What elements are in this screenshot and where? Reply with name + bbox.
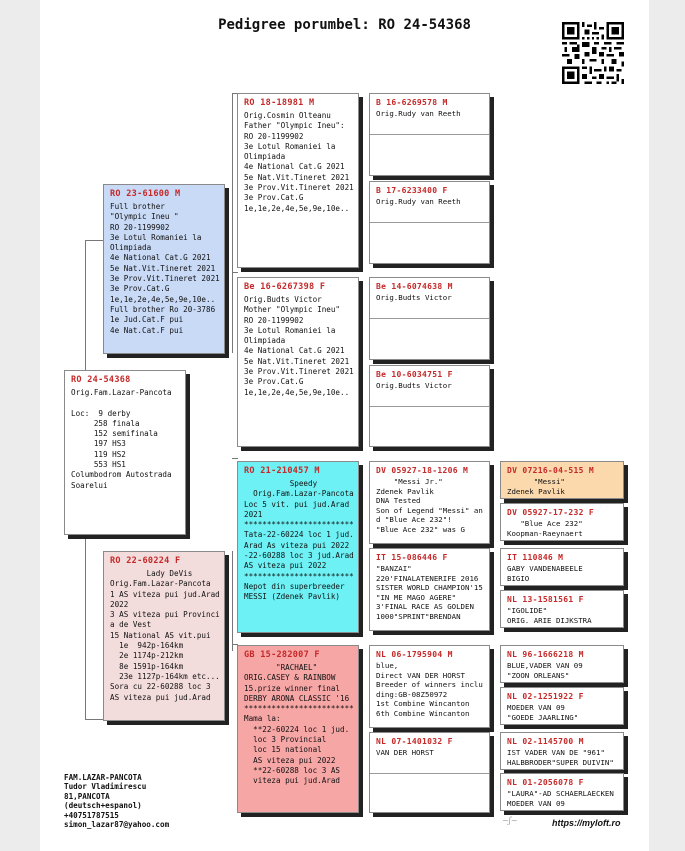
sss-box [369,93,490,176]
divider [370,134,489,135]
ring-number: NL 02-1251922 F [507,692,584,701]
gen5-box [500,687,624,725]
connector-line [232,93,233,353]
pigeon-info: blue, Direct VAN DER HORST Breeder of winners inclu ding:GB-08Z50972 1st Combine Wincanton 6th Combine Wincanton [376,661,483,718]
gen5-box [500,503,624,541]
ring-number: RO 24-54368 [71,375,131,385]
ring-number: RO 18-18981 M [244,98,315,108]
ring-number: B 16-6269578 M [376,98,448,107]
gen5-box [500,645,624,683]
gen5-box [500,773,624,811]
dsd-box [369,548,490,631]
pigeon-info: "Messi Jr." Zdenek Pavlik DNA Tested Son of Legend "Messi" an d "Blue Ace 232"! "Blue Ace 232" was G [376,477,483,534]
dam-box [103,551,225,721]
pigeon-info: MOEDER VAN 09 "GOEDE JAARLING" [507,703,579,722]
pigeon-info: GABY VANDENABEELE BIGIO [507,564,583,583]
sds-box [369,277,490,360]
ring-number: Be 14-6074638 M [376,282,453,291]
sire-box [103,184,225,354]
pigeon-info: Full brother "Olympic Ineu " RO 20-1199902 3e Lotul Romaniei la Olimpiada 4e National Cat.G 2021 5e Nat.Vit.Tineret 2021 3e Prov.Vit.Tineret 2021 3e Prov.Cat.G 1e,1e,2e,4e,5e,9e,10e.. Full brother Ro 20-3786 1e Jud.Cat.F pui 4e Nat.Cat.F pui [110,202,220,335]
pigeon-info: "LAURA"-AD SCHAERLAECKEN MOEDER VAN 09 [507,789,614,808]
pigeon-info: Orig.Fam.Lazar-Pancota Loc: 9 derby 258 finala 152 semifinala 197 HS3 119 HS2 553 HS1 Columbodrom Autostrada Soarelui [71,388,172,490]
subject-box [64,370,186,535]
dam-dam-box [237,645,359,813]
ring-number: RO 22-60224 F [110,556,181,566]
pigeon-info: "RACHAEL" ORIG.CASEY & RAINBOW 15.prize winner final DERBY ARONA CLASSIC '16 ************************ Mama la: **22-60224 loc 1 jud. loc 3 Provincial loc 15 national AS viteza pui 2022 **22-60288 loc 3 AS viteza pui jud.Arad [244,663,354,786]
ring-number: Be 16-6267398 F [244,282,326,292]
ring-number: DV 05927-17-232 F [507,508,594,517]
qr-code-icon [562,22,624,84]
connector-line [85,719,104,720]
pigeon-info: Orig.Rudy van Reeth [376,197,461,206]
pedigree-page [40,0,649,851]
sdd-box [369,365,490,447]
pigeon-info: VAN DER HORST [376,748,434,757]
ring-number: RO 21-210457 M [244,466,320,476]
dss-box [369,461,490,544]
ring-number: DV 07216-04-515 M [507,466,594,475]
sire-dam-box [237,277,359,447]
connector-line [232,551,233,651]
website-link[interactable]: https://myloft.ro [552,818,621,828]
signature-mark: ~ʃ~ [502,816,518,825]
pigeon-info: Orig.Budts Victor [376,293,452,302]
pigeon-info: Orig.Budts Victor Mother "Olympic Ineu" RO 20-1199902 3e Lotul Romaniei la Olimpiada 4e National Cat.G 2021 5e Nat.Vit.Tineret 2021 3e Prov.Vit.Tineret 2021 3e Prov.Cat.G 1e,1e,2e,4e,5e,9e,10e.. [244,295,354,397]
ssd-box [369,181,490,264]
pigeon-info: Lady DeVis Orig.Fam.Lazar-Pancota 1 AS viteza pui jud.Arad 2022 3 AS viteza pui Provinci a de Vest 15 National AS vit.pui 1e 942p-164km 2e 1174p-212km 8e 1591p-164km 23e 1127p-164km etc... Sora cu 22-60288 loc 3 AS viteza pui jud.Arad [110,569,220,702]
pigeon-info: Speedy Orig.Fam.Lazar-Pancota Loc 5 vit. pui jud.Arad 2021 ************************ Tata-22-60224 loc 1 jud. Arad As viteza pui 2022 -22-60288 loc 3 jud.Arad AS viteza pui 2022 ************************ Nepot din superbreeder MESSI (Zdenek Pavlik) [244,479,354,602]
divider [370,773,489,774]
pigeon-info: Orig.Rudy van Reeth [376,109,461,118]
breeder-contact: FAM.LAZAR-PANCOTA Tudor Vladimirescu 81,PANCOTA (deutsch+espanol) +40751787515 simon_lazar87@yahoo.com [64,773,170,830]
ring-number: IT 110846 M [507,553,564,562]
ring-number: Be 10-6034751 F [376,370,453,379]
ring-number: NL 01-2056078 F [507,778,584,787]
divider [370,318,489,319]
sire-sire-box [237,93,359,268]
divider [370,406,489,407]
pigeon-info: "IGOLIDE" ORIG. ARIE DIJKSTRA [507,606,592,625]
connector-line [232,272,238,273]
pigeon-info: "Messi" Zdenek Pavlik [507,477,565,496]
connector-line [232,458,238,459]
connector-line [85,240,104,241]
ring-number: NL 07-1401032 F [376,737,453,746]
gen5-box [500,461,624,499]
pigeon-info: BLUE,VADER VAN 09 "ZOON ORLEANS" [507,661,583,680]
ring-number: NL 13-1581561 F [507,595,584,604]
ring-number: RO 23-61600 M [110,189,181,199]
ring-number: NL 02-1145700 M [507,737,584,746]
ring-number: B 17-6233400 F [376,186,448,195]
ddd-box [369,732,490,813]
page-title: Pedigree porumbel: RO 24-54368 [218,17,471,33]
gen5-box [500,732,624,770]
pigeon-info: Orig.Budts Victor [376,381,452,390]
pigeon-info: "Blue Ace 232" Koopman-Raeynaert [507,519,583,538]
pigeon-info: "BANZAI" 220'FINALATENERIFE 2016 SISTER WORLD CHAMPION'15 "IN ME MAGO AGERE" 3'FINAL RACE AS GOLDEN 1000"SPRINT"BRENDAN [376,564,483,621]
ring-number: NL 06-1795904 M [376,650,453,659]
pigeon-info: IST VADER VAN DE "961" HALBBRODER"SUPER DUIVIN" [507,748,614,767]
divider [370,222,489,223]
dds-box [369,645,490,728]
gen5-box [500,548,624,586]
ring-number: GB 15-282007 F [244,650,320,660]
dam-sire-box [237,461,359,633]
ring-number: IT 15-086446 F [376,553,448,562]
connector-line [85,535,86,720]
ring-number: DV 05927-18-1206 M [376,466,469,475]
connector-line [85,240,86,370]
pigeon-info: Orig.Cosmin Olteanu Father "Olympic Ineu": RO 20-1199902 3e Lotul Romaniei la Olimpiada 4e National Cat.G 2021 5e Nat.Vit.Tineret 2021 3e Prov.Vit.Tineret 2021 3e Prov.Cat.G 1e,1e,2e,4e,5e,9e,10e.. [244,111,354,213]
ring-number: NL 96-1666218 M [507,650,584,659]
gen5-box [500,590,624,628]
